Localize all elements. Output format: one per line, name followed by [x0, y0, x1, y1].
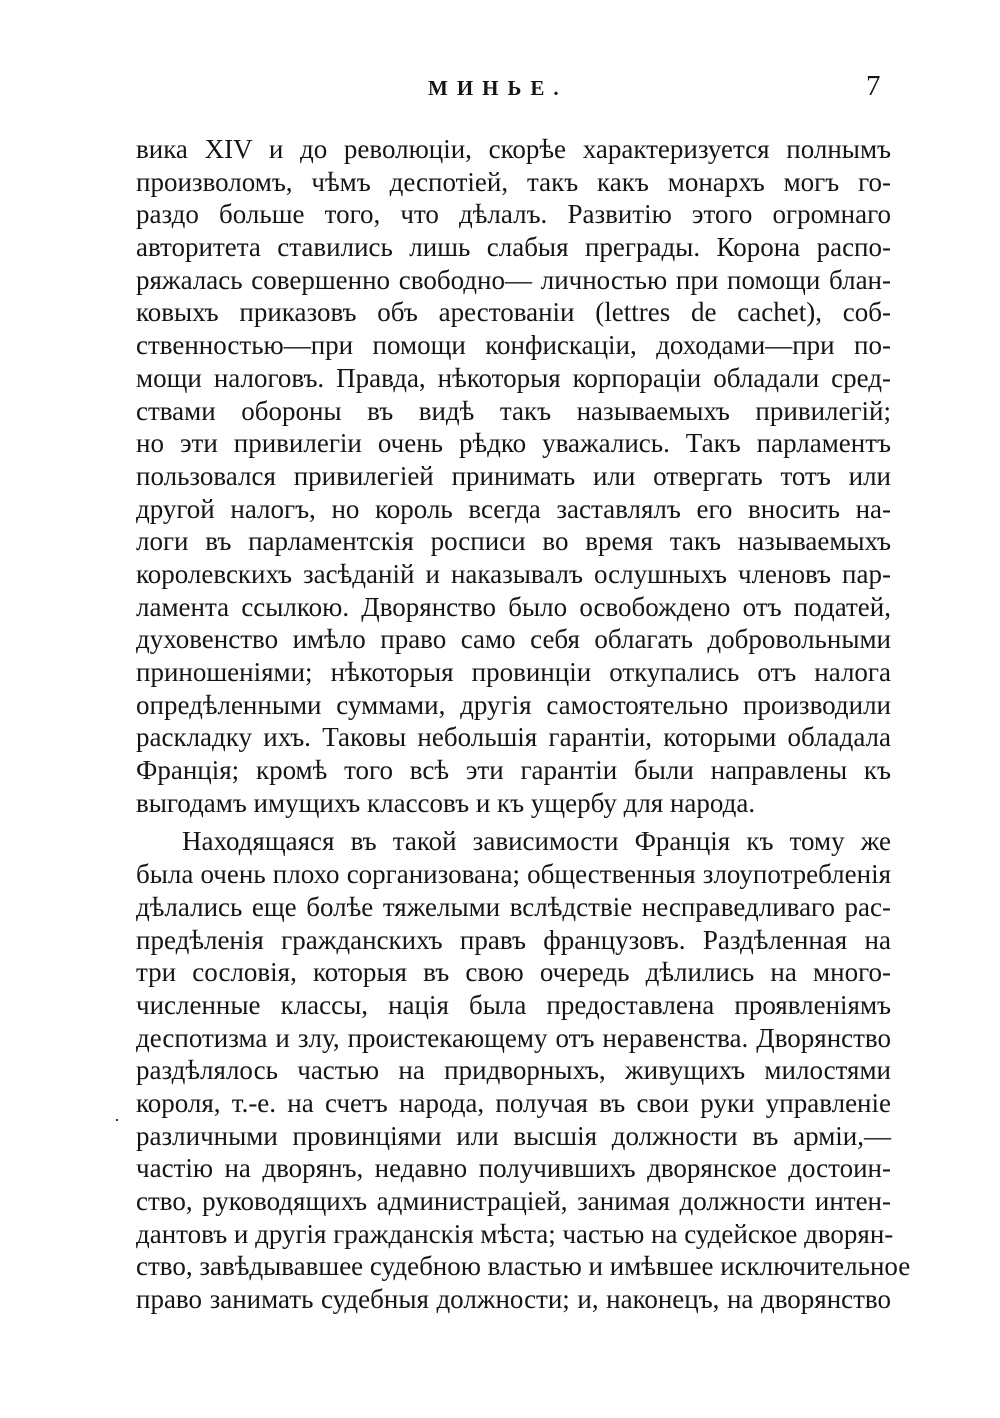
text-line: приношеніями; нѣкоторыя провинціи откупались отъ налога — [136, 657, 891, 687]
text-line: королевскихъ засѣданій и наказывалъ ослушныхъ членовъ пар- — [136, 558, 891, 589]
text-line: ство, руководящихъ администраціей, занимая должности интен- — [136, 1186, 891, 1216]
text-line: право занимать судебныя должности; и, наконецъ, на дворянство — [136, 1284, 891, 1315]
text-line: авторитета ставились лишь слабыя преграды. Корона распо- — [136, 232, 891, 263]
text-line: три сословія, которыя въ свою очередь дѣлились на много- — [136, 957, 891, 988]
text-line: опредѣленными суммами, другія самостоятельно производили — [136, 689, 891, 720]
text-line: логи въ парламентскія росписи во время такъ называемыхъ — [136, 526, 891, 557]
text-line: дантовъ и другія гражданскія мѣста; частью на судейское дворян- — [136, 1218, 894, 1249]
text-line: мощи налоговъ. Правда, нѣкоторыя корпораціи обладали сред- — [136, 362, 891, 393]
page-number: 7 — [866, 70, 881, 102]
text-line: раздѣлялось частью на придворныхъ, живущихъ милостями — [136, 1055, 891, 1086]
text-line: произволомъ, чѣмъ деспотіей, такъ какъ монархъ могъ го- — [136, 166, 891, 197]
running-head — [0, 72, 1000, 104]
text-line: раскладку ихъ. Таковы небольшія гарантіи, которыми обладала — [136, 722, 891, 753]
text-line: духовенство имѣло право само себя облагать добровольными — [136, 624, 891, 655]
text-line: различными провинціями или высшія должности въ арміи,— — [136, 1120, 891, 1151]
text-line: была очень плохо сорганизована; общественныя злоупотребленія — [136, 859, 891, 890]
text-line: но эти привилегіи очень рѣдко уважались. Такъ парламентъ — [136, 428, 891, 459]
text-line: ламента ссылкою. Дворянство было освобождено отъ податей, — [136, 591, 891, 622]
margin-mark: · — [114, 1110, 120, 1130]
text-line: ковыхъ приказовъ объ арестованіи (lettres de cachet), соб- — [136, 297, 891, 328]
paragraph — [136, 825, 911, 1315]
text-line: частію на дворянъ, недавно получившихъ дворянское достоин- — [136, 1153, 891, 1184]
body-text — [136, 133, 911, 1316]
text-line: ственностью—при помощи конфискаціи, доходами—при по- — [136, 330, 891, 361]
text-line: предѣленія гражданскихъ правъ французовъ. Раздѣленная на — [136, 924, 891, 955]
text-line: выгодамъ имущихъ классовъ и къ ущербу для народа. — [136, 787, 756, 818]
text-line: деспотизма и злу, проистекающему отъ неравенства. Дворянство — [136, 1022, 891, 1053]
text-line: Франція; кромѣ того всѣ эти гарантіи были направлены къ — [136, 755, 891, 786]
text-line: численные классы, нація была предоставлена проявленіямъ — [136, 989, 891, 1020]
text-line: вика XIV и до революціи, скорѣе характеризуется полнымъ — [136, 134, 891, 164]
text-line: пользовался привилегіей принимать или отвергать тотъ или — [136, 460, 891, 491]
text-line: дѣлались еще болѣе тяжелыми вслѣдствіе несправедливаго рас- — [136, 891, 891, 922]
text-line: короля, т.-е. на счетъ народа, получая въ свои руки управленіе — [136, 1087, 891, 1118]
text-line: Находящаяся въ такой зависимости Франція къ тому же — [182, 826, 891, 857]
text-line: ствами обороны въ видѣ такъ называемыхъ привилегій; — [136, 395, 891, 426]
running-title: МИНЬЕ. — [428, 76, 568, 100]
text-line: ство, завѣдывавшее судебною властью и имѣвшее исключительное — [136, 1251, 911, 1282]
text-line: раздо больше того, что дѣлалъ. Развитію этого огромнаго — [136, 199, 891, 230]
paragraph — [136, 133, 891, 819]
text-line: другой налогъ, но король всегда заставлялъ его вносить на- — [136, 493, 891, 524]
text-line: ряжалась совершенно свободно— личностью при помощи блан- — [136, 264, 891, 295]
